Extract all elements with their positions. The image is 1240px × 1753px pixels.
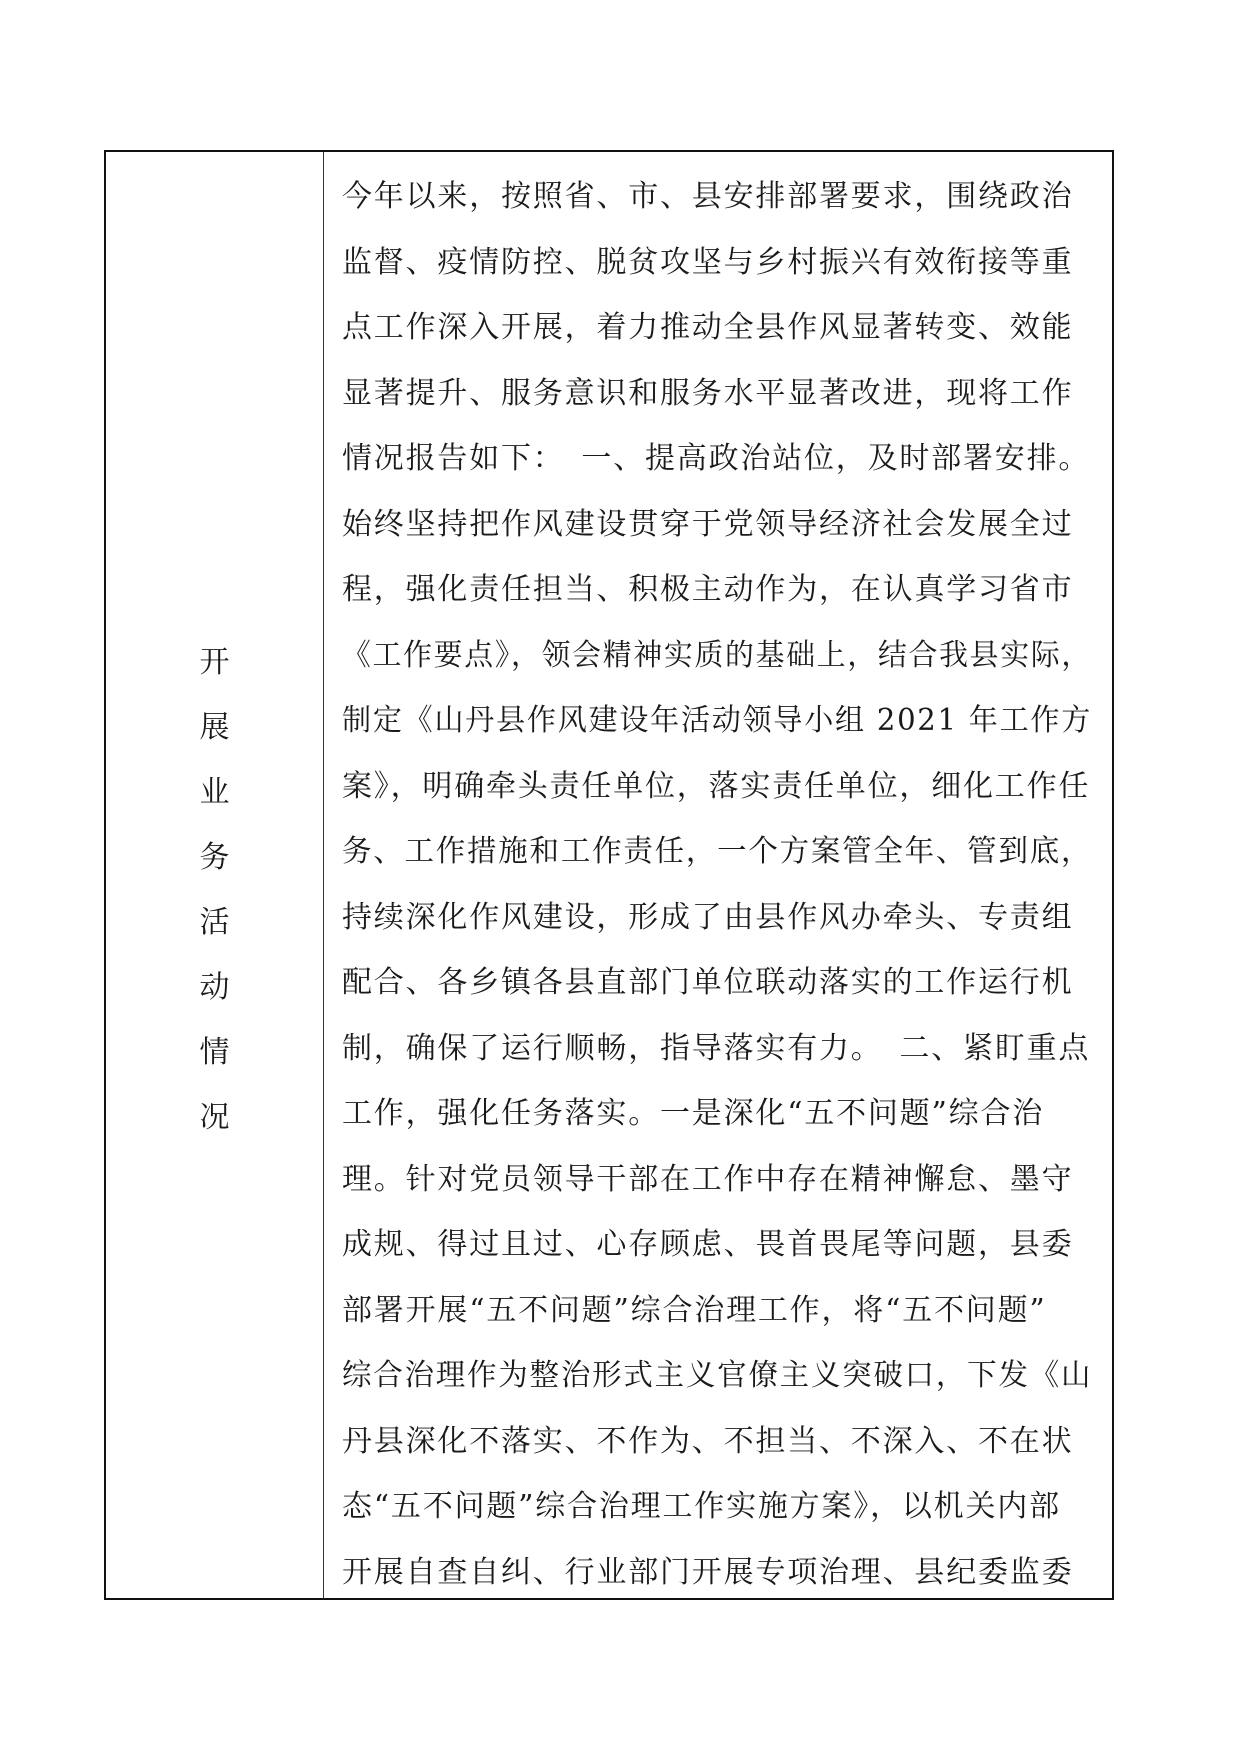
body-line: 程，强化责任担当、积极主动作为，在认真学习省市 [342,572,1074,607]
row-label [106,630,323,1150]
body-line: 点工作深入开展，着力推动全县作风显著转变、效能 [342,310,1074,345]
body-line: 配合、各乡镇各县直部门单位联动落实的工作运行机 [342,965,1074,1000]
row-label-char: 展 [199,710,230,745]
body-line: 成规、得过且过、心存顾虑、畏首畏尾等问题，县委 [342,1227,1074,1262]
row-label-char: 务 [199,840,230,875]
body-line: 制定《山丹县作风建设年活动领导小组 2021 年工作方 [342,703,1093,738]
content-cell [324,152,1112,1598]
body-line: 部署开展“五不问题”综合治理工作，将“五不问题” [342,1292,1047,1328]
body-line: 情况报告如下： 一、提高政治站位，及时部署安排。 [342,441,1091,476]
body-line: 态“五不问题”综合治理工作实施方案》，以机关内部 [342,1489,1061,1524]
activity-form-table [104,150,1114,1600]
body-line: 今年以来，按照省、市、县安排部署要求，围绕政治 [342,179,1074,214]
body-line: 理。针对党员领导干部在工作中存在精神懈怠、墨守 [342,1161,1074,1197]
body-line: 开展自查自纠、行业部门开展专项治理、县纪委监委 [342,1554,1074,1590]
row-label-char: 情 [199,1035,230,1070]
body-line: 务、工作措施和工作责任，一个方案管全年、管到底， [342,834,1093,869]
body-line: 工作，强化任务落实。一是深化“五不问题”综合治 [342,1096,1045,1131]
body-line: 始终坚持把作风建设贯穿于党领导经济社会发展全过 [342,506,1074,542]
report-body [342,164,1092,1605]
body-line: 《工作要点》，领会精神实质的基础上，结合我县实际， [342,637,1092,673]
body-line: 制，确保了运行顺畅，指导落实有力。 二、紧盯重点 [342,1030,1091,1066]
row-label-cell [106,152,324,1598]
body-line: 显著提升、服务意识和服务水平显著改进，现将工作 [342,375,1074,411]
body-line: 监督、疫情防控、脱贫攻坚与乡村振兴有效衔接等重 [342,244,1074,280]
body-line: 综合治理作为整治形式主义官僚主义突破口，下发《山 [342,1358,1093,1393]
row-label-char: 动 [199,970,230,1005]
row-label-char: 开 [199,645,230,680]
row-label-char: 活 [199,905,230,940]
row-label-char: 业 [199,775,230,810]
row-label-char: 况 [199,1100,230,1135]
body-line: 案》，明确牵头责任单位，落实责任单位，细化工作任 [342,768,1091,804]
body-line: 持续深化作风建设，形成了由县作风办牵头、专责组 [342,899,1074,935]
body-line: 丹县深化不落实、不作为、不担当、不深入、不在状 [342,1423,1074,1459]
